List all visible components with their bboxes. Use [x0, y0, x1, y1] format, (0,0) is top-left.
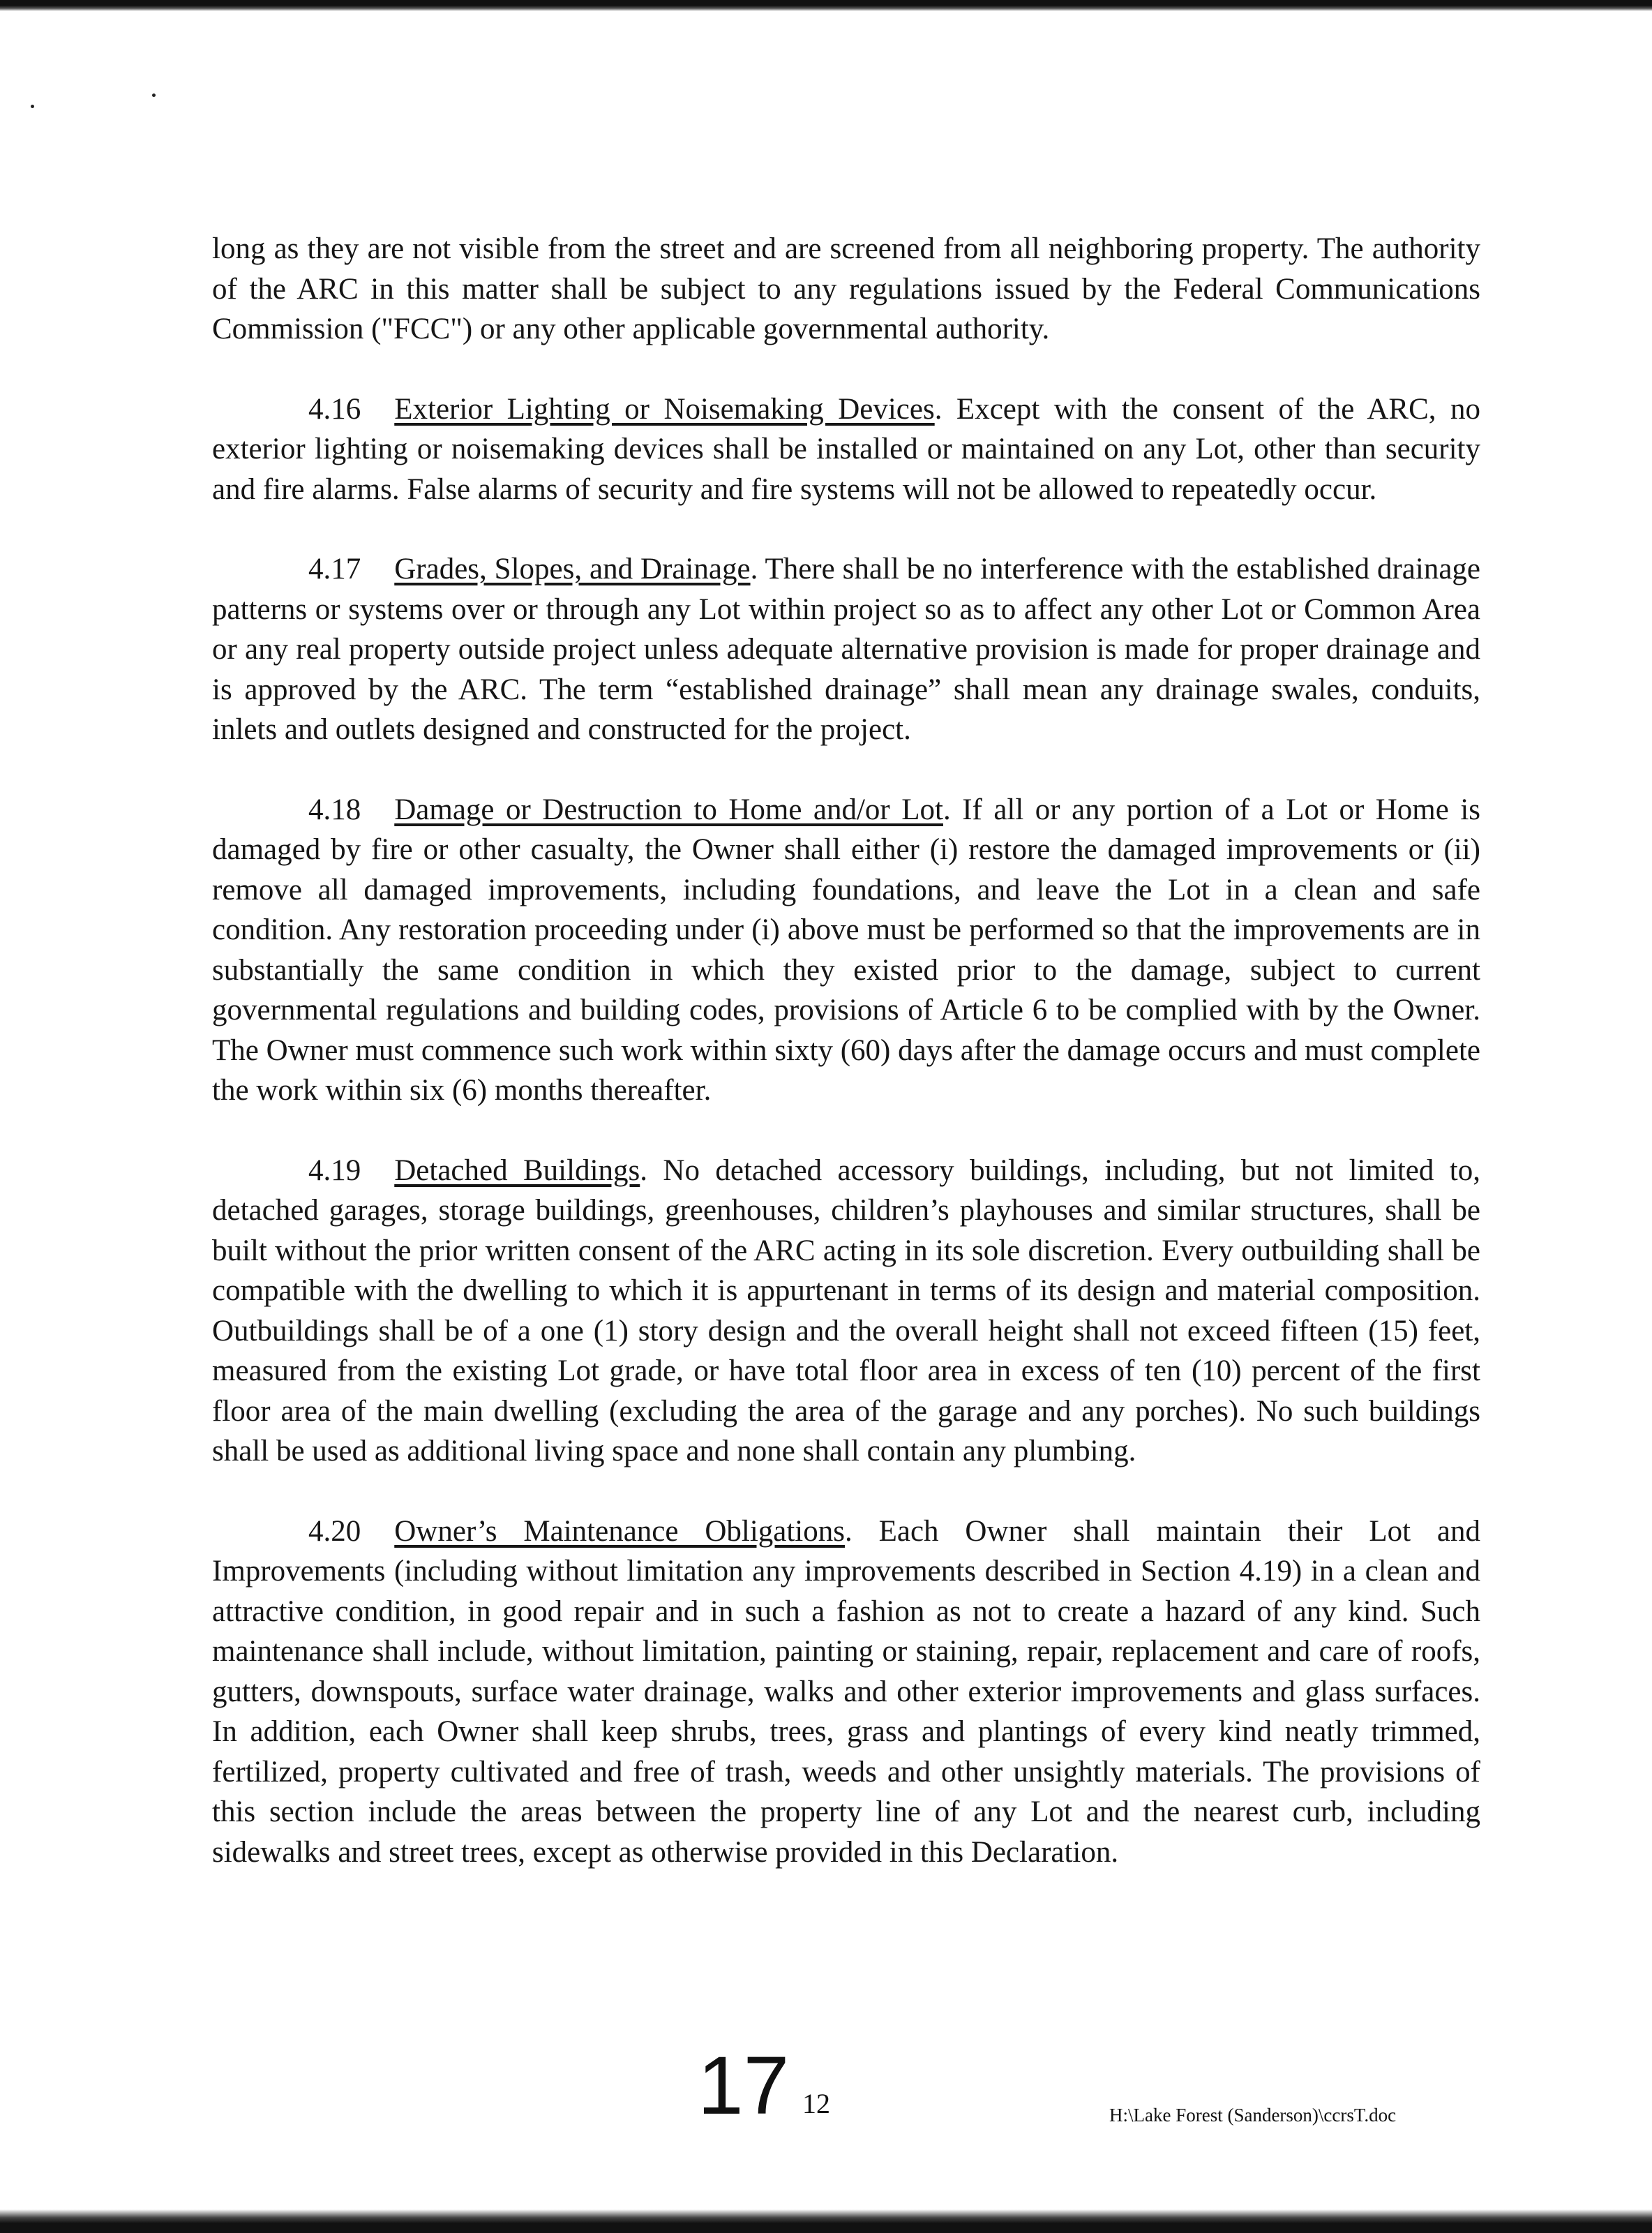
- section-number: 4.17: [308, 553, 361, 585]
- section-heading: Damage or Destruction to Home and/or Lot: [394, 793, 943, 826]
- section-text: Each Owner shall maintain their Lot and Improvements (including without limitation any improvements described in Section 4.19) in a clean and attractive condition, in good repair and in such a fashion as not to create a hazard of any kind. Such maintenance shall include, without limitation, painting or staining, repair, replacement and care of roofs, gutters, downspouts, surface water drainage, walks and other exterior improvements and glass surfaces. In addition, each Owner shall keep shrubs, trees, grass and plantings of every kind neatly trimmed, fertilized, property cultivated and free of trash, weeds and other unsightly materials. The provisions of this section include the areas between the property line of any Lot and the nearest curb, including sidewalks and street trees, except as otherwise provided in this Declaration.: [212, 1514, 1481, 1869]
- section-number: 4.20: [308, 1514, 361, 1548]
- document-body: [212, 229, 1480, 1912]
- scan-speck: [31, 105, 34, 108]
- section-4-16: 4.16 Exterior Lighting or Noisemaking Devices. Except with the consent of the ARC, no exterior lighting or noisemaking devices shall be installed or maintained on any Lot, other than security and fire alarms. False alarms of security and fire systems will not be allowed to repeatedly occur.: [212, 392, 1481, 506]
- section-4-17: 4.17 Grades, Slopes, and Drainage. There shall be no interference with the established drainage patterns or systems over or through any Lot within project so as to affect any other Lot or Common Area or any real property outside project unless adequate alternative provision is made for proper drainage and is approved by the ARC. The term “established drainage” shall mean any drainage swales, conduits, inlets and outlets designed and constructed for the project.: [212, 553, 1480, 746]
- section-text: Except with the consent of the ARC, no exterior lighting or noisemaking devices shall be installed or maintained on any Lot, other than security and fire alarms. False alarms of security and fire systems will not be allowed to repeatedly occur.: [212, 392, 1481, 506]
- section-text: There shall be no interference with the established drainage patterns or systems over or through any Lot within project so as to affect any other Lot or Common Area or any real property outside project unless adequate alternative provision is made for proper drainage and is approved by the ARC. The term “established drainage” shall mean any drainage swales, conduits, inlets and outlets designed and constructed for the project.: [212, 553, 1480, 746]
- section-heading: Detached Buildings: [394, 1153, 640, 1187]
- section-4-19: 4.19 Detached Buildings. No detached accessory buildings, including, but not limited to, detached garages, storage buildings, greenhouses, children’s playhouses and similar structures, shall be built without the prior written consent of the ARC acting in its sole discretion. Every outbuilding shall be compatible with the dwelling to which it is appurtenant in terms of its design and material composition. Outbuildings shall be of a one (1) story design and the overall height shall not exceed fifteen (15) feet, measured from the existing Lot grade, or have total floor area in excess of ten (10) percent of the first floor area of the main dwelling (excluding the area of the garage and any porches). No such buildings shall be used as additional living space and none shall contain any plumbing.: [212, 1153, 1480, 1467]
- section-heading: Exterior Lighting or Noisemaking Devices: [394, 392, 935, 426]
- section-text: No detached accessory buildings, including, but not limited to, detached garages, storage buildings, greenhouses, children’s playhouses and similar structures, shall be built without the prior written consent of the ARC acting in its sole discretion. Every outbuilding shall be compatible with the dwelling to which it is appurtenant in terms of its design and material composition. Outbuildings shall be of a one (1) story design and the overall height shall not exceed fifteen (15) feet, measured from the existing Lot grade, or have total floor area in excess of ten (10) percent of the first floor area of the main dwelling (excluding the area of the garage and any porches). No such buildings shall be used as additional living space and none shall contain any plumbing.: [212, 1153, 1480, 1467]
- scan-edge-bottom: [0, 2209, 1652, 2233]
- section-number: 4.16: [308, 392, 361, 426]
- section-number: 4.19: [308, 1153, 361, 1187]
- section-4-20: 4.20 Owner’s Maintenance Obligations. Each Owner shall maintain their Lot and Improvements (including without limitation any improvements described in Section 4.19) in a clean and attractive condition, in good repair and in such a fashion as not to create a hazard of any kind. Such maintenance shall include, without limitation, painting or staining, repair, replacement and care of roofs, gutters, downspouts, surface water drainage, walks and other exterior improvements and glass surfaces. In addition, each Owner shall keep shrubs, trees, grass and plantings of every kind neatly trimmed, fertilized, property cultivated and free of trash, weeds and other unsightly materials. The provisions of this section include the areas between the property line of any Lot and the nearest curb, including sidewalks and street trees, except as otherwise provided in this Declaration.: [212, 1514, 1481, 1869]
- section-heading: Owner’s Maintenance Obligations: [394, 1514, 845, 1548]
- intro-paragraph: long as they are not visible from the street and are screened from all neighboring property. The authority of the ARC in this matter shall be subject to any regulations issued by the Federal Communications Commission ("FCC") or any other applicable governmental authority.: [212, 232, 1480, 345]
- section-4-18: 4.18 Damage or Destruction to Home and/or Lot. If all or any portion of a Lot or Home is damaged by fire or other casualty, the Owner shall either (i) restore the damaged improvements or (ii) remove all damaged improvements, including foundations, and leave the Lot in a clean and safe condition. Any restoration proceeding under (i) above must be performed so that the improvements are in substantially the same condition in which they existed prior to the damage, subject to current governmental regulations and building codes, provisions of Article 6 to be complied with by the Owner. The Owner must commence such work within sixty (60) days after the damage occurs and must complete the work within six (6) months thereafter.: [212, 793, 1480, 1107]
- scan-edge-top: [0, 0, 1652, 11]
- page-number-small: 12: [802, 2088, 830, 2119]
- scan-speck: [152, 94, 156, 97]
- footer-file-path: H:\Lake Forest (Sanderson)\ccrsT.doc: [1109, 2105, 1397, 2126]
- section-number: 4.18: [308, 793, 361, 826]
- page-number-large: 17: [698, 2040, 790, 2132]
- section-heading: Grades, Slopes, and Drainage: [394, 553, 751, 585]
- section-text: If all or any portion of a Lot or Home is damaged by fire or other casualty, the Owner shall either (i) restore the damaged improvements or (ii) remove all damaged improvements, including foundations, and leave the Lot in a clean and safe condition. Any restoration proceeding under (i) above must be performed so that the improvements are in substantially the same condition in which they existed prior to the damage, subject to current governmental regulations and building codes, provisions of Article 6 to be complied with by the Owner. The Owner must commence such work within sixty (60) days after the damage occurs and must complete the work within six (6) months thereafter.: [212, 793, 1480, 1107]
